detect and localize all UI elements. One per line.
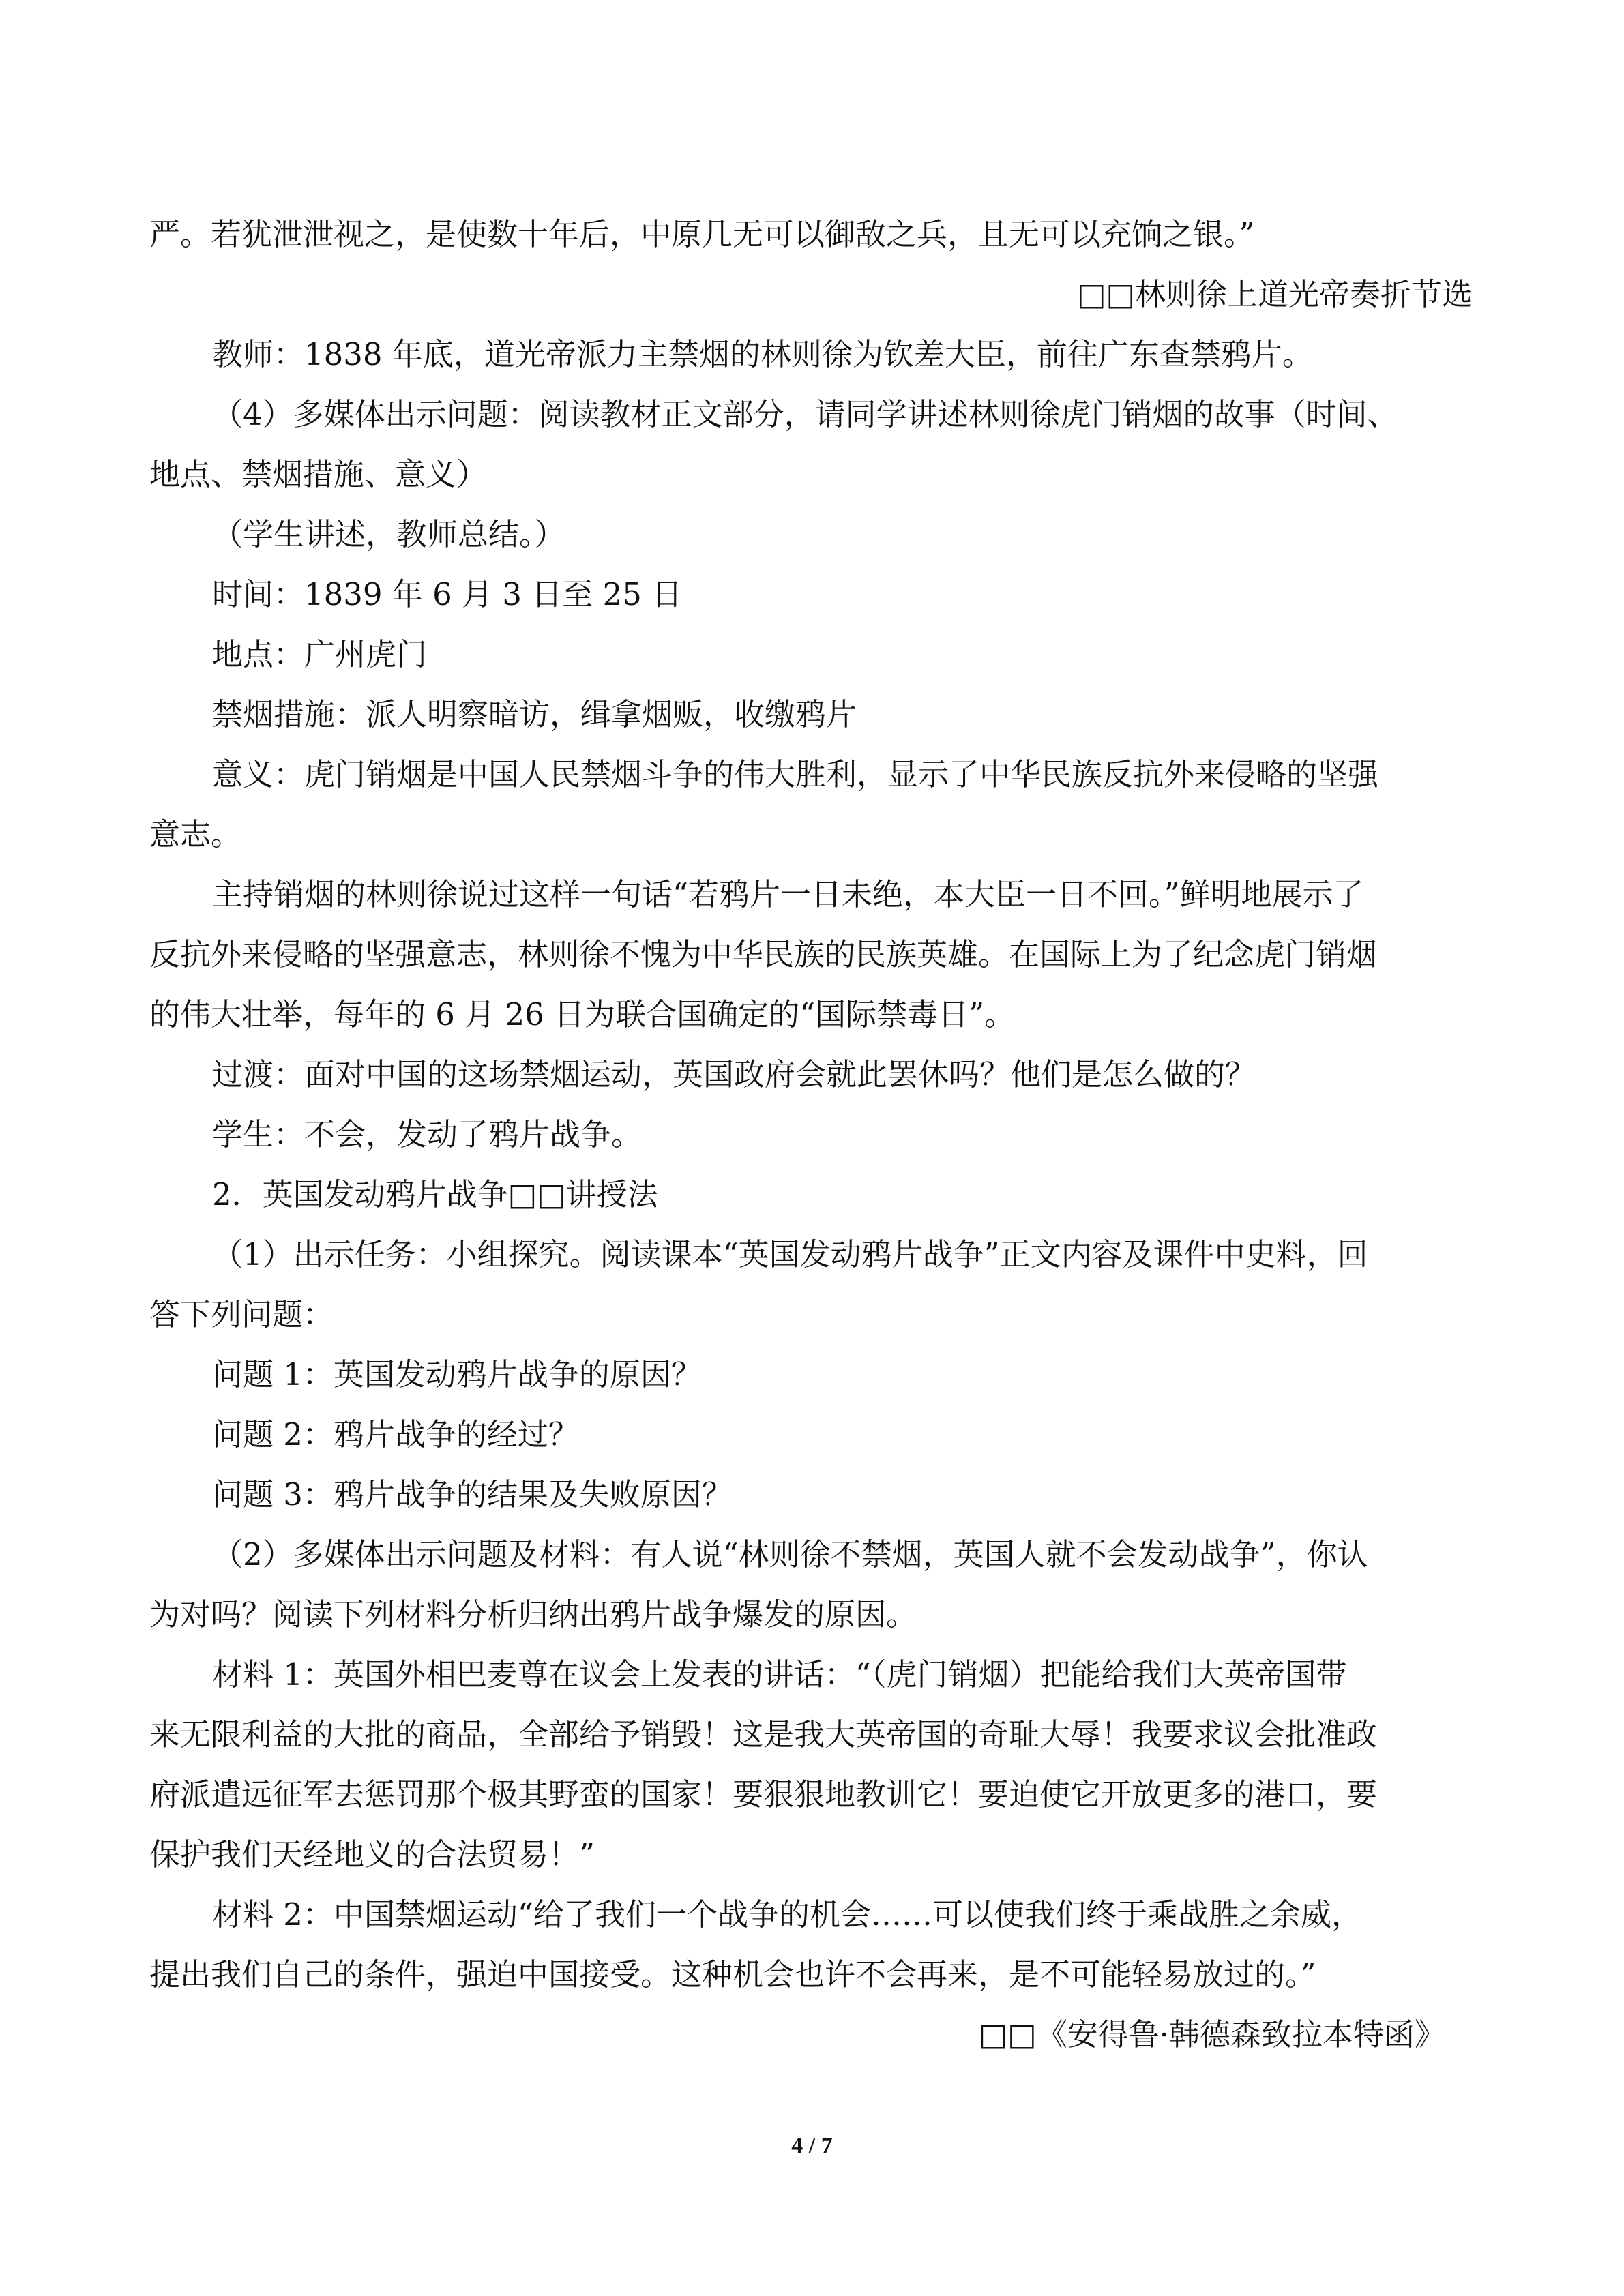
citation-line: □□《安得鲁·韩德森致拉本特函》 — [978, 2016, 1445, 2053]
text-line: 反抗外来侵略的坚强意志，林则徐不愧为中华民族的民族英雄。在国际上为了纪念虎门销烟 — [149, 936, 1378, 972]
text-line: 禁烟措施：派人明察暗访，缉拿烟贩，收缴鸦片 — [212, 696, 857, 732]
text-line: 的伟大壮举，每年的 6 月 26 日为联合国确定的“国际禁毒日”。 — [149, 996, 1016, 1032]
text-line: 来无限利益的大批的商品，全部给予销毁！这是我大英帝国的奇耻大辱！我要求议会批准政 — [149, 1716, 1378, 1753]
text-line: 教师：1838 年底，道光帝派力主禁烟的林则徐为钦差大臣，前往广东查禁鸦片。 — [212, 336, 1313, 372]
text-line: （1）出示任务：小组探究。阅读课本“英国发动鸦片战争”正文内容及课件中史料，回 — [212, 1236, 1368, 1272]
text-line: 2．英国发动鸦片战争□□讲授法 — [212, 1176, 658, 1212]
text-line: 主持销烟的林则徐说过这样一句话“若鸦片一日未绝，本大臣一日不回。”鲜明地展示了 — [212, 876, 1364, 912]
text-line: 意义：虎门销烟是中国人民禁烟斗争的伟大胜利，显示了中华民族反抗外来侵略的坚强 — [212, 756, 1379, 792]
text-line: 保护我们天经地义的合法贸易！” — [149, 1836, 595, 1873]
page-number: 4 / 7 — [791, 2133, 833, 2158]
text-line: 地点、禁烟措施、意义） — [149, 456, 488, 492]
text-line: 学生：不会，发动了鸦片战争。 — [212, 1116, 643, 1152]
text-line: （2）多媒体出示问题及材料：有人说“林则徐不禁烟，英国人就不会发动战争”，你认 — [212, 1536, 1368, 1572]
text-line: （4）多媒体出示问题：阅读教材正文部分，请同学讲述林则徐虎门销烟的故事（时间、 — [212, 396, 1398, 432]
text-line: （学生讲述，教师总结。） — [212, 516, 565, 552]
citation-line: □□林则徐上道光帝奏折节选 — [1076, 276, 1473, 312]
text-line: 严。若犹泄泄视之，是使数十年后，中原几无可以御敌之兵，且无可以充饷之银。” — [149, 216, 1255, 252]
text-line: 问题 2：鸦片战争的经过？ — [212, 1416, 579, 1452]
text-line: 答下列问题： — [149, 1296, 334, 1332]
text-line: 材料 1：英国外相巴麦尊在议会上发表的讲话：“（虎门销烟）把能给我们大英帝国带 — [212, 1656, 1347, 1693]
text-line: 过渡：面对中国的这场禁烟运动，英国政府会就此罢休吗？他们是怎么做的？ — [212, 1056, 1256, 1092]
document-body — [149, 205, 1473, 2065]
text-line: 意志。 — [149, 816, 242, 852]
text-line: 为对吗？阅读下列材料分析归纳出鸦片战争爆发的原因。 — [149, 1596, 917, 1632]
text-line: 府派遣远征军去惩罚那个极其野蛮的国家！要狠狠地教训它！要迫使它开放更多的港口，要 — [149, 1776, 1378, 1813]
text-line: 提出我们自己的条件，强迫中国接受。这种机会也许不会再来，是不可能轻易放过的。” — [149, 1956, 1316, 1993]
text-line: 材料 2：中国禁烟运动“给了我们一个战争的机会……可以使我们终于乘战胜之余威， — [212, 1896, 1362, 1933]
text-line: 问题 3：鸦片战争的结果及失败原因？ — [212, 1476, 733, 1512]
text-line: 时间：1839 年 6 月 3 日至 25 日 — [212, 576, 683, 612]
text-line: 地点：广州虎门 — [212, 636, 428, 672]
text-line: 问题 1：英国发动鸦片战争的原因？ — [212, 1356, 702, 1392]
